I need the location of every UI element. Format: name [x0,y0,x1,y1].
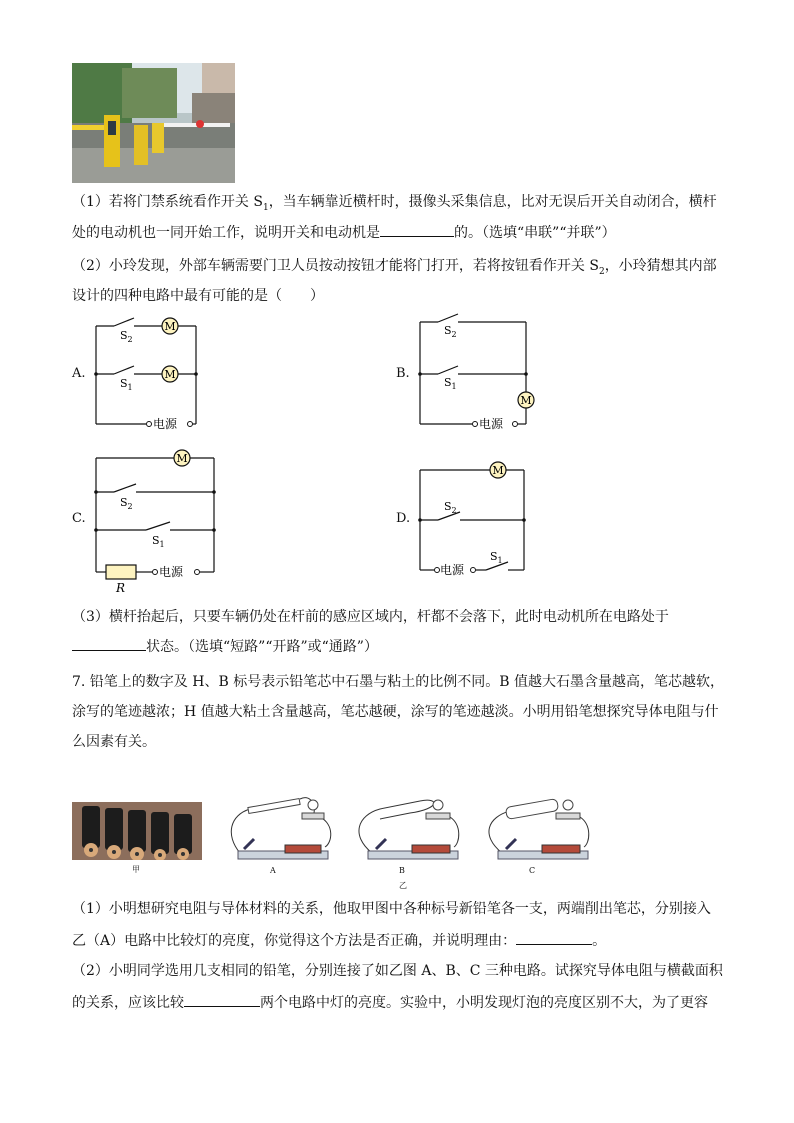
resistor-label: R [116,581,126,594]
text: 7. 铅笔上的数字及 H、B 标号表示铅笔芯中石墨与粘土的比例不同。B 值越大石墨含量越高，笔芯越软， [72,674,724,690]
figure-yi-label: 乙 [399,881,407,890]
option-a-label[interactable]: A. [72,366,86,381]
bulb-icon [308,800,318,810]
bulb-icon [433,800,443,810]
parking-gate-photo [72,63,235,183]
switch-label: $S_1$ [490,550,503,565]
subscript: 2 [598,266,605,277]
option-d-label[interactable]: D. [396,511,411,526]
switch-label: $S_1$ [444,376,457,391]
switch-label: $S_2$ [120,329,133,344]
q7-part2-line1 [72,961,723,981]
motor-label: M [492,464,504,477]
text: （2）小玲发现，外部车辆需要门卫人员按动按钮才能将门打开，若将按钮看作开关 S [72,258,599,274]
motor-label: M [520,394,532,407]
q6-part2-line1 [72,256,717,282]
q6-part2-line2 [72,286,324,306]
power-source-label: 电源 [479,417,504,431]
text: ，当车辆靠近横杆时，摄像头采集信息，比对无误后开关自动闭合，横杆 [268,194,717,210]
q7-line2 [72,702,719,722]
battery-icon [285,845,321,853]
q6-part3-line2 [72,636,378,657]
circuit-c-diagram [90,446,220,594]
q7-part1-line1 [72,899,711,919]
circuit-d-diagram [414,456,544,584]
circuit-a-diagram [90,308,210,433]
option-b-label[interactable]: B. [396,366,410,381]
switch-label: $S_2$ [120,496,133,511]
figure-jia-label: 甲 [132,865,140,874]
pencil-circuit-a [220,795,340,865]
text: （2）小明同学选用几支相同的铅笔，分别连接了如乙图 A、B、C 三种电路。试探究导体电阻与横截面积 [72,963,723,979]
q7-part1-line2 [72,930,606,951]
resistor-icon [106,565,136,579]
text: 处的电动机也一同开始工作，说明开关和电动机是 [72,225,380,241]
power-source-label: 电源 [440,563,465,577]
answer-blank[interactable] [72,636,146,651]
subscript: 1 [262,202,269,213]
answer-blank[interactable] [380,222,454,237]
battery-icon [542,845,580,853]
power-source-label: 电源 [159,565,184,579]
text: 两个电路中灯的亮度。实验中，小明发现灯泡的亮度区别不大，为了更容 [260,995,708,1011]
text: （3）横杆抬起后，只要车辆仍处在杆前的感应区域内，杆都不会落下，此时电动机所在电路处于 [72,609,669,625]
text: 状态。（选填“短路”“开路”或“通路”） [146,639,378,655]
text: 设计的四种电路中最有可能的是（ ） [72,288,324,304]
q7-line3 [72,732,156,752]
answer-blank[interactable] [184,992,260,1007]
circuit-a-label: A [270,866,276,875]
parking-gate-photo-svg [72,63,235,183]
motor-label: M [164,320,176,333]
text: ，小玲猜想其内部 [604,258,717,274]
power-source-label: 电源 [153,417,178,431]
option-c-label[interactable]: C. [72,511,86,526]
switch-label: $S_2$ [444,500,457,515]
text: 乙（A）电路中比较灯的亮度，你觉得这个方法是否正确，并说明理由： [72,933,517,949]
circuit-b-label: B [399,866,405,875]
circuit-b-diagram [414,312,544,437]
text: 涂写的笔迹越浓；H 值越大粘土含量越高，笔芯越硬，涂写的笔迹越淡。小明用铅笔想探究导体电阻与什 [72,704,719,720]
answer-blank[interactable] [516,930,592,945]
q7-part2-line2 [72,992,708,1013]
circuit-c-label: C [529,866,536,875]
motor-label: M [176,452,188,465]
text: 。 [592,933,607,949]
battery-icon [412,845,450,853]
pencil-circuit-c [480,795,600,865]
text: 的。（选填“串联”“并联”） [454,225,616,241]
q6-part1-line1 [72,192,717,218]
switch-label: $S_1$ [120,377,133,392]
motor-label: M [164,368,176,381]
pencils-photo [72,802,202,860]
text: 么因素有关。 [72,734,156,750]
pencils-photo-svg [72,802,202,860]
switch-label: $S_2$ [444,324,457,339]
pencil-circuit-b [350,795,470,865]
bulb-icon [563,800,573,810]
q6-part1-line2 [72,222,616,243]
text: （1）若将门禁系统看作开关 S [72,194,263,210]
switch-label: $S_1$ [152,534,165,549]
q6-part3-line1 [72,607,669,627]
q7-line1 [72,672,724,692]
text: （1）小明想研究电阻与导体材料的关系，他取甲图中各种标号新铅笔各一支，两端削出笔芯，分别接入 [72,901,711,917]
text: 的关系，应该比较 [72,995,184,1011]
